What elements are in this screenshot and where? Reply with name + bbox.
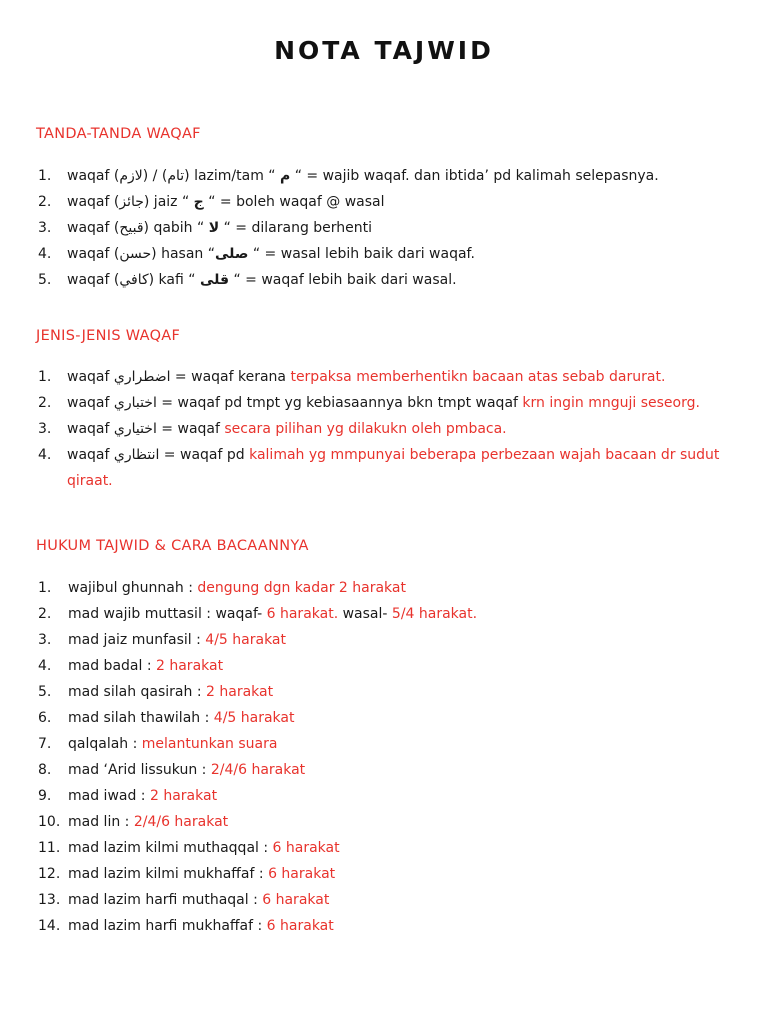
arabic-term: اضطراري	[113, 369, 171, 385]
item-number: 1.	[38, 580, 52, 596]
list-item	[38, 783, 738, 809]
item-number: 10.	[38, 814, 61, 830]
item-text: waqaf انتظاري = waqaf pd kalimah yg mmpunyai beberapa perbezaan wajah bacaan dr sudut qiraat.	[67, 447, 720, 489]
list-item	[38, 627, 738, 653]
item-text: waqaf (جائز) jaiz “ ج “ = boleh waqaf @ wasal	[67, 194, 385, 210]
item-number: 3.	[38, 421, 52, 437]
list-item	[38, 163, 738, 189]
list-item	[38, 731, 738, 757]
arabic-term: حسن	[119, 246, 152, 262]
item-text: mad lazim kilmi mukhaffaf : 6 harakat	[68, 866, 336, 882]
item-number: 7.	[38, 736, 52, 752]
list-item	[38, 887, 738, 913]
item-number: 4.	[38, 246, 52, 262]
item-number: 14.	[38, 918, 61, 934]
waqaf-symbol: قلى	[199, 272, 230, 288]
arabic-term: اختياري	[113, 421, 157, 437]
tanda-waqaf-list	[38, 163, 738, 293]
item-text: waqaf (حسن) hasan “صلى “ = wasal lebih baik dari waqaf.	[67, 246, 475, 262]
list-item	[38, 189, 738, 215]
list-item	[38, 913, 738, 939]
waqaf-symbol: صلى	[214, 246, 249, 262]
item-number: 2.	[38, 395, 52, 411]
item-text: mad jaiz munfasil : 4/5 harakat	[68, 632, 286, 648]
item-text: mad lazim kilmi muthaqqal : 6 harakat	[68, 840, 340, 856]
item-text: mad wajib muttasil : waqaf- 6 harakat. wasal- 5/4 harakat.	[68, 606, 478, 622]
list-item	[38, 215, 738, 241]
item-number: 13.	[38, 892, 61, 908]
item-text: wajibul ghunnah : dengung dgn kadar 2 harakat	[68, 580, 406, 596]
item-number: 5.	[38, 272, 52, 288]
item-text: mad silah qasirah : 2 harakat	[68, 684, 274, 700]
item-text: mad lazim harfi mukhaffaf : 6 harakat	[68, 918, 334, 934]
item-number: 8.	[38, 762, 52, 778]
list-item	[38, 679, 738, 705]
arabic-term: لازم	[119, 168, 143, 184]
arabic-term: تام	[167, 168, 185, 184]
item-number: 3.	[38, 220, 52, 236]
hukum-tajwid-list	[38, 575, 738, 939]
item-text: waqaf اختباري = waqaf pd tmpt yg kebiasaannya bkn tmpt waqaf krn ingin mnguji seseorg.	[67, 395, 700, 411]
item-number: 5.	[38, 684, 52, 700]
item-text: waqaf (كافي) kafi “ قلى “ = waqaf lebih baik dari wasal.	[67, 272, 457, 288]
list-item	[38, 809, 738, 835]
item-text: waqaf (قبيح) qabih “ لا “ = dilarang berhenti	[67, 220, 373, 236]
item-number: 1.	[38, 168, 52, 184]
section-heading-jenis-waqaf: JENIS-JENIS WAQAF	[36, 328, 181, 344]
item-number: 6.	[38, 710, 52, 726]
item-number: 12.	[38, 866, 61, 882]
arabic-term: انتظاري	[113, 447, 160, 463]
item-text: waqaf (لازم) / (تام) lazim/tam “ م “ = wajib waqaf. dan ibtida’ pd kalimah selepasnya.	[67, 168, 659, 184]
item-text: mad iwad : 2 harakat	[68, 788, 218, 804]
list-item	[38, 861, 738, 887]
list-item	[38, 364, 738, 390]
item-number: 1.	[38, 369, 52, 385]
item-text: mad lin : 2/4/6 harakat	[68, 814, 229, 830]
page-title: NOTA TAJWID	[274, 36, 494, 65]
item-text: mad lazim harfi muthaqal : 6 harakat	[68, 892, 330, 908]
waqaf-symbol: م	[280, 168, 291, 184]
list-item	[38, 575, 738, 601]
list-item	[38, 416, 738, 442]
list-item	[38, 267, 738, 293]
section-heading-hukum-tajwid: HUKUM TAJWID & CARA BACAANNYA	[36, 538, 309, 554]
item-text: waqaf اضطراري = waqaf kerana terpaksa memberhentikn bacaan atas sebab darurat.	[67, 369, 666, 385]
item-text: waqaf اختياري = waqaf secara pilihan yg dilakukn oleh pmbaca.	[67, 421, 507, 437]
list-item	[38, 835, 738, 861]
arabic-term: كافي	[119, 272, 149, 288]
section-heading-tanda-waqaf: TANDA-TANDA WAQAF	[36, 126, 201, 142]
list-item	[38, 442, 738, 494]
item-text: mad badal : 2 harakat	[68, 658, 224, 674]
arabic-term: قبيح	[119, 220, 144, 236]
item-number: 3.	[38, 632, 52, 648]
arabic-term: جائز	[119, 194, 144, 210]
list-item	[38, 757, 738, 783]
item-number: 4.	[38, 658, 52, 674]
waqaf-symbol: لا	[208, 220, 220, 236]
jenis-waqaf-list	[38, 364, 738, 494]
list-item	[38, 241, 738, 267]
list-item	[38, 601, 738, 627]
item-number: 9.	[38, 788, 52, 804]
item-number: 2.	[38, 194, 52, 210]
item-text: qalqalah : melantunkan suara	[68, 736, 278, 752]
list-item	[38, 390, 738, 416]
list-item	[38, 705, 738, 731]
arabic-term: اختباري	[113, 395, 157, 411]
item-number: 2.	[38, 606, 52, 622]
list-item	[38, 653, 738, 679]
waqaf-symbol: ج	[193, 194, 204, 210]
item-number: 11.	[38, 840, 61, 856]
item-number: 4.	[38, 447, 52, 463]
item-text: mad ‘Arid lissukun : 2/4/6 harakat	[68, 762, 306, 778]
item-text: mad silah thawilah : 4/5 harakat	[68, 710, 295, 726]
